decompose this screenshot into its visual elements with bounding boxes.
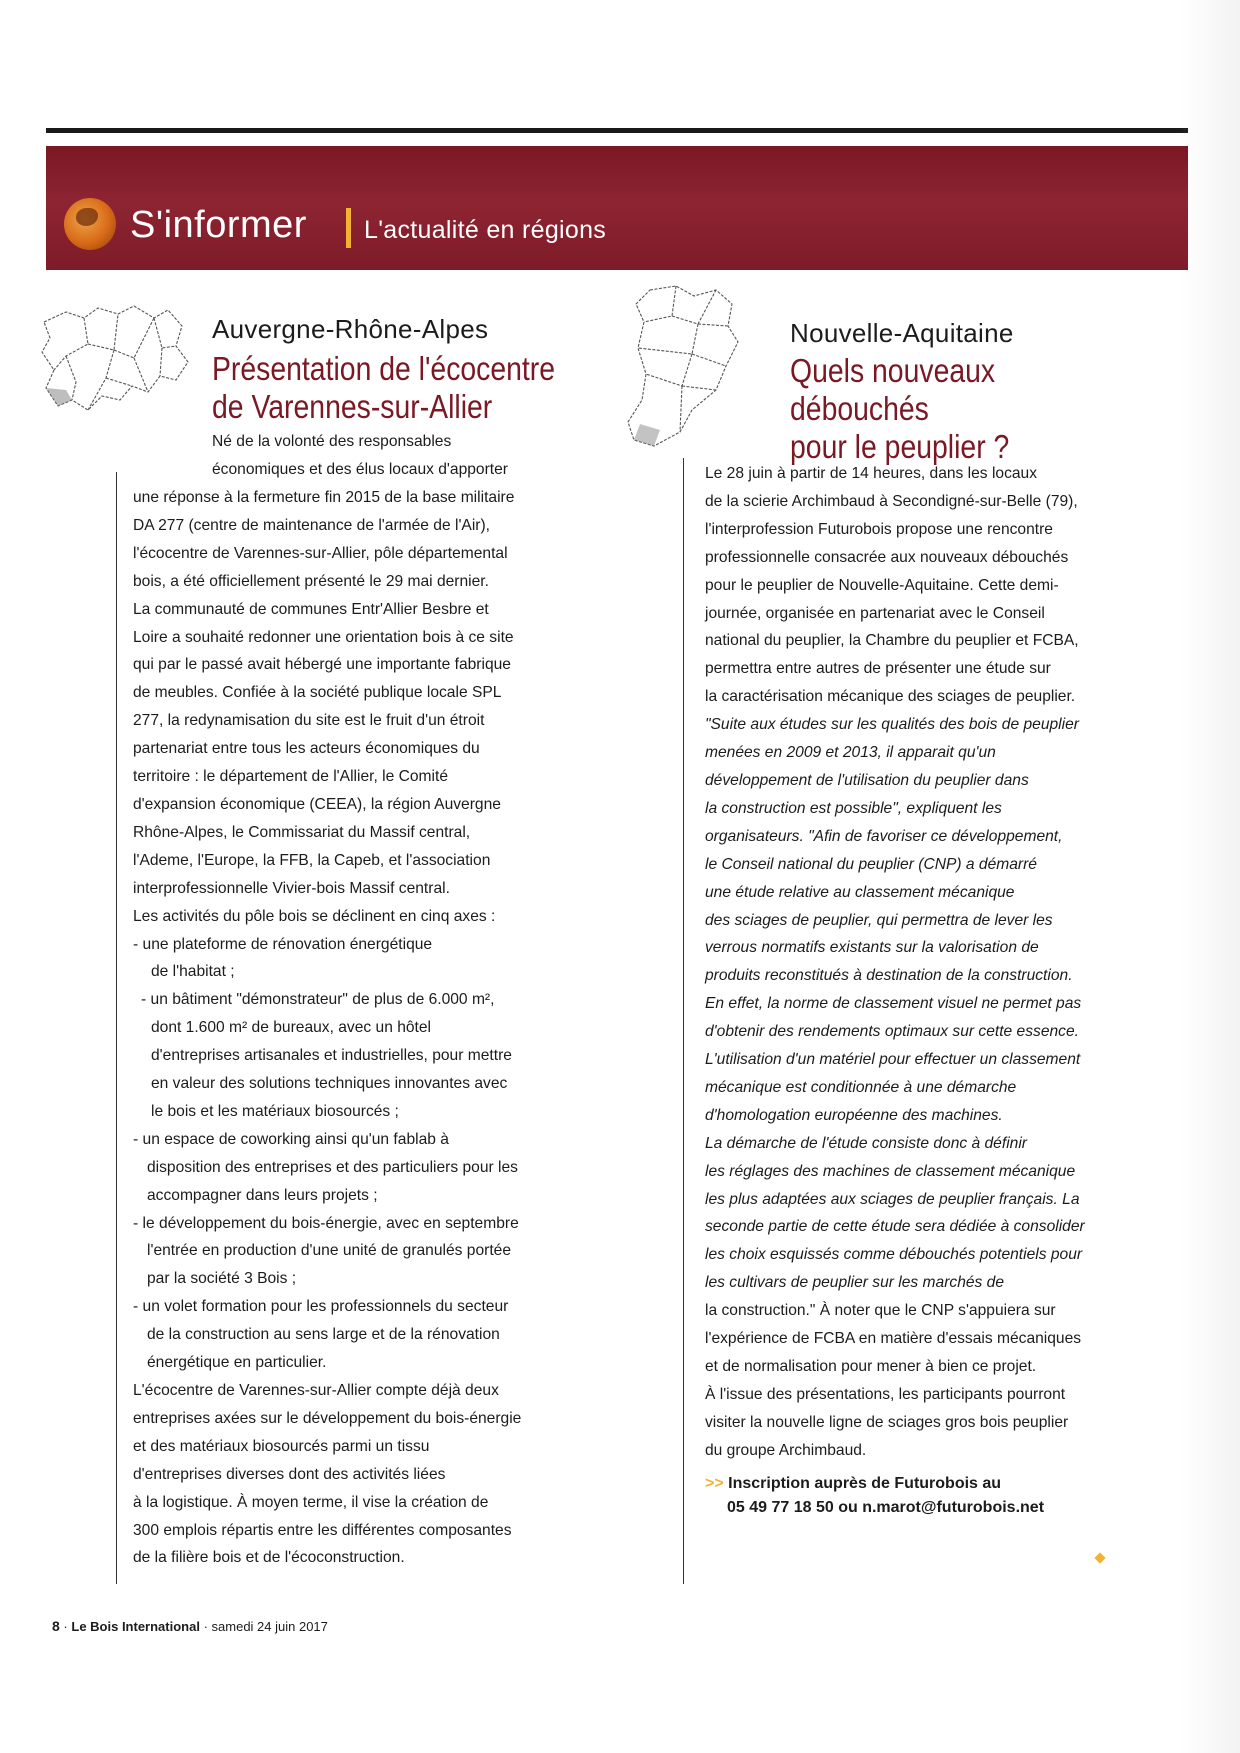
text-line: partenariat entre tous les acteurs économiques du bbox=[133, 740, 480, 758]
text-line: les choix esquissés comme débouchés potentiels pour bbox=[705, 1246, 1083, 1264]
text-line: DA 277 (centre de maintenance de l'armée de l'Air), bbox=[133, 516, 491, 534]
text-line: de l'habitat ; bbox=[151, 963, 235, 981]
text-line: professionnelle consacrée aux nouveaux débouchés bbox=[705, 548, 1069, 566]
text-line: mécanique est conditionnée à une démarche bbox=[705, 1078, 1017, 1096]
text-line: d'entreprises diverses dont des activités liées bbox=[133, 1465, 446, 1483]
text-line: d'obtenir des rendements optimaux sur cette essence. bbox=[705, 1023, 1079, 1041]
right-headline-line: Quels nouveaux bbox=[790, 352, 996, 389]
note-text: Inscription auprès de Futurobois au bbox=[728, 1475, 1002, 1492]
text-line: En effet, la norme de classement visuel ne permet pas bbox=[705, 995, 1082, 1013]
text-line: économiques et des élus locaux d'apporter bbox=[212, 460, 508, 478]
text-line: à la logistique. À moyen terme, il vise la création de bbox=[133, 1493, 489, 1511]
left-region-label: Auvergne-Rhône-Alpes bbox=[212, 314, 489, 344]
text-line: produits reconstitués à destination de la construction. bbox=[705, 967, 1073, 985]
left-headline-line: Présentation de l'écocentre bbox=[212, 350, 556, 387]
text-line: et de normalisation pour mener à bien ce projet. bbox=[705, 1358, 1037, 1375]
text-line: verrous normatifs existants sur la valorisation de bbox=[705, 939, 1039, 957]
text-line: La démarche de l'étude consiste donc à définir bbox=[705, 1134, 1027, 1152]
note-contact: 05 49 77 18 50 ou n.marot@futurobois.net bbox=[727, 1499, 1045, 1516]
text-line: une étude relative au classement mécanique bbox=[705, 883, 1015, 901]
right-region-label: Nouvelle-Aquitaine bbox=[790, 318, 1014, 348]
text-line: L'utilisation d'un matériel pour effectuer un classement bbox=[705, 1051, 1081, 1069]
text-line: les plus adaptées aux sciages de peuplier français. La bbox=[705, 1190, 1080, 1208]
text-line: - un espace de coworking ainsi qu'un fablab à bbox=[133, 1130, 449, 1148]
text-line: dont 1.600 m² de bureaux, avec un hôtel bbox=[151, 1019, 432, 1037]
text-line: de la scierie Archimbaud à Secondigné-sur-Belle (79), bbox=[705, 492, 1078, 510]
publication-name: Le Bois International bbox=[71, 1619, 200, 1634]
banner-title: S'informer bbox=[130, 204, 307, 246]
globe-icon bbox=[64, 198, 116, 250]
text-line: Rhône-Alpes, le Commissariat du Massif central, bbox=[133, 823, 471, 841]
text-line: 277, la redynamisation du site est le fruit d'un étroit bbox=[133, 712, 485, 730]
auvergne-rhone-alpes-map-icon bbox=[36, 300, 194, 430]
text-line: l'Ademe, l'Europe, la FFB, la Capeb, et l'association bbox=[133, 851, 491, 869]
text-line: - un bâtiment "démonstrateur" de plus de 6.000 m², bbox=[141, 991, 495, 1009]
left-headline-line: de Varennes-sur-Allier bbox=[212, 388, 493, 425]
text-line: d'expansion économique (CEEA), la région Auvergne bbox=[133, 795, 501, 813]
text-line: et des matériaux biosourcés parmi un tissu bbox=[133, 1437, 430, 1455]
page-number: 8 bbox=[52, 1618, 60, 1634]
left-body bbox=[133, 484, 521, 1572]
nouvelle-aquitaine-map-icon bbox=[620, 282, 750, 452]
text-line: - une plateforme de rénovation énergétique bbox=[133, 935, 433, 953]
scan-edge-shadow bbox=[1180, 0, 1240, 1753]
text-line: la construction est possible", expliquent les bbox=[705, 799, 1002, 817]
text-line: le bois et les matériaux biosourcés ; bbox=[151, 1102, 399, 1120]
text-line: l'écocentre de Varennes-sur-Allier, pôle départemental bbox=[133, 544, 508, 562]
text-line: 300 emplois répartis entre les différentes composantes bbox=[133, 1521, 512, 1539]
text-line: une réponse à la fermeture fin 2015 de la base militaire bbox=[133, 489, 515, 506]
right-headline-line: débouchés bbox=[790, 390, 929, 427]
text-line: organisateurs. "Afin de favoriser ce développement, bbox=[705, 827, 1063, 845]
text-line: des sciages de peuplier, qui permettra de lever les bbox=[705, 911, 1053, 929]
text-line: par la société 3 Bois ; bbox=[147, 1270, 297, 1288]
banner-separator bbox=[346, 208, 351, 248]
text-line: - le développement du bois-énergie, avec en septembre bbox=[133, 1214, 519, 1232]
text-line: À l'issue des présentations, les participants pourront bbox=[705, 1385, 1066, 1403]
text-line: qui par le passé avait hébergé une importante fabrique bbox=[133, 656, 511, 674]
text-line: du groupe Archimbaud. bbox=[705, 1441, 867, 1459]
text-line: de la filière bois et de l'écoconstruction. bbox=[133, 1549, 405, 1567]
text-line: accompagner dans leurs projets ; bbox=[147, 1186, 378, 1204]
right-column-rule bbox=[683, 458, 684, 1584]
page-footer bbox=[52, 1618, 328, 1634]
right-headline-line: pour le peuplier ? bbox=[790, 428, 1010, 465]
footer-separator: · bbox=[203, 1619, 212, 1634]
registration-note bbox=[705, 1472, 1044, 1520]
text-line: de meubles. Confiée à la société publique locale SPL bbox=[133, 684, 502, 702]
section-banner bbox=[46, 146, 1188, 270]
text-line: Le 28 juin à partir de 14 heures, dans les locaux bbox=[705, 465, 1038, 482]
text-line: - un volet formation pour les professionnels du secteur bbox=[133, 1298, 509, 1316]
text-line: interprofessionnelle Vivier-bois Massif central. bbox=[133, 879, 450, 897]
text-line: énergétique en particulier. bbox=[147, 1354, 327, 1372]
footer-separator: · bbox=[63, 1619, 72, 1634]
note-line-1 bbox=[705, 1472, 1044, 1496]
text-line: le Conseil national du peuplier (CNP) a démarré bbox=[705, 855, 1037, 873]
text-line: l'interprofession Futurobois propose une rencontre bbox=[705, 520, 1053, 538]
text-line: L'écocentre de Varennes-sur-Allier compte déjà deux bbox=[133, 1382, 499, 1399]
banner-subtitle: L'actualité en régions bbox=[364, 216, 607, 244]
text-line: journée, organisée en partenariat avec le Conseil bbox=[705, 604, 1045, 622]
text-line: d'homologation européenne des machines. bbox=[705, 1106, 1003, 1124]
text-line: Loire a souhaité redonner une orientation bois à ce site bbox=[133, 628, 514, 646]
left-column-rule bbox=[116, 472, 117, 1584]
text-line: développement de l'utilisation du peuplier dans bbox=[705, 771, 1029, 789]
text-line: l'entrée en production d'une unité de granulés portée bbox=[147, 1242, 512, 1260]
text-line: entreprises axées sur le développement du bois-énergie bbox=[133, 1409, 522, 1427]
text-line: les réglages des machines de classement mécanique bbox=[705, 1162, 1076, 1180]
text-line: permettra entre autres de présenter une étude sur bbox=[705, 660, 1051, 678]
text-line: disposition des entreprises et des particuliers pour les bbox=[147, 1158, 518, 1176]
text-line: la construction." À noter que le CNP s'appuiera sur bbox=[705, 1302, 1056, 1320]
text-line: l'expérience de FCBA en matière d'essais mécaniques bbox=[705, 1330, 1082, 1348]
text-line: pour le peuplier de Nouvelle-Aquitaine. Cette demi- bbox=[705, 576, 1059, 594]
top-rule bbox=[46, 128, 1188, 133]
right-body bbox=[705, 460, 1085, 1465]
right-headline bbox=[790, 352, 1009, 466]
text-line: les cultivars de peuplier sur les marchés de bbox=[705, 1274, 1005, 1292]
text-line: visiter la nouvelle ligne de sciages gros bois peuplier bbox=[705, 1413, 1069, 1431]
text-line: menées en 2009 et 2013, il apparait qu'un bbox=[705, 744, 996, 762]
text-line: seconde partie de cette étude sera dédiée à consolider bbox=[705, 1218, 1085, 1236]
issue-date: samedi 24 juin 2017 bbox=[211, 1619, 328, 1634]
text-line: Les activités du pôle bois se déclinent en cinq axes : bbox=[133, 907, 496, 925]
left-headline bbox=[212, 350, 555, 426]
text-line: "Suite aux études sur les qualités des bois de peuplier bbox=[705, 716, 1079, 734]
text-line: d'entreprises artisanales et industrielles, pour mettre bbox=[151, 1047, 512, 1065]
text-line: en valeur des solutions techniques innovantes avec bbox=[151, 1075, 508, 1093]
double-arrow-icon: >> bbox=[705, 1475, 724, 1492]
left-intro bbox=[212, 428, 508, 484]
text-line: national du peuplier, la Chambre du peuplier et FCBA, bbox=[705, 632, 1079, 650]
text-line: la caractérisation mécanique des sciages de peuplier. bbox=[705, 688, 1076, 706]
end-of-article-diamond-icon bbox=[1094, 1552, 1105, 1563]
text-line: bois, a été officiellement présenté le 29 mai dernier. bbox=[133, 572, 489, 590]
text-line: Né de la volonté des responsables bbox=[212, 433, 452, 450]
text-line: territoire : le département de l'Allier, le Comité bbox=[133, 768, 448, 786]
text-line: de la construction au sens large et de la rénovation bbox=[147, 1326, 500, 1344]
text-line: La communauté de communes Entr'Allier Besbre et bbox=[133, 600, 489, 618]
